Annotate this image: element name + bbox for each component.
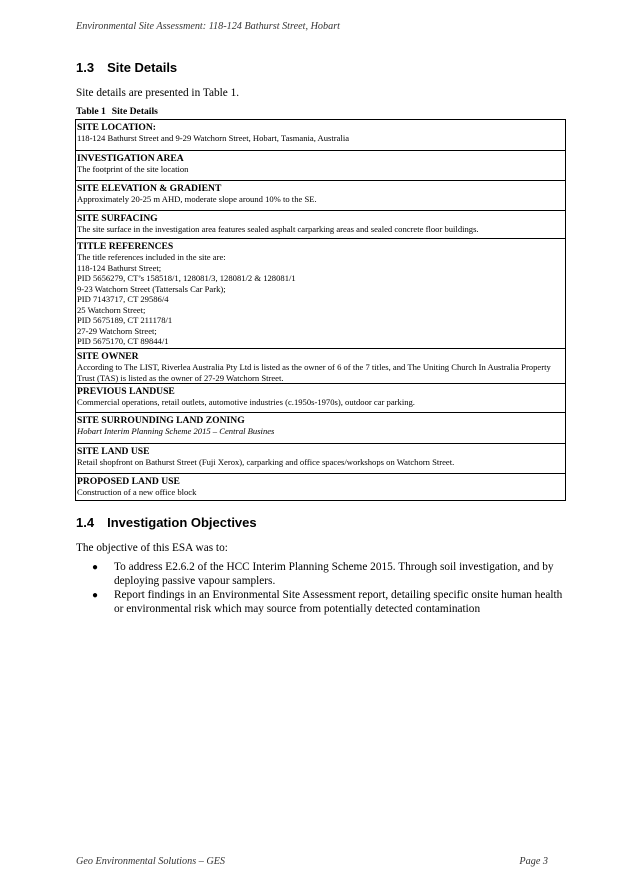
section-heading-site-details [76,60,177,75]
row-value: Retail shopfront on Bathurst Street (Fuji Xerox), carparking and office spaces/workshops on Watchorn Street. [77,457,455,467]
row-value: The footprint of the site location [77,164,189,174]
row-value: The title references included in the site are: 118-124 Bathurst Street; PID 5656279, CT’s 158518/1, 128081/3, 128081/2 & 128081/1 9-23 Watchorn Street (Tattersals Car Park); PID 7143717, CT 29586/4 25 Watchorn Street; PID 5675189, CT 211178/1 27-29 Watchorn Street; PID 5675170, CT 89844/1 [77,252,296,346]
section-number: 1.3 [76,60,95,75]
table-row-proposed-land-use [76,473,565,500]
list-item-text: Report findings in an Environmental Site Assessment report, detailing specific onsite human health or environmental risk which may source from potentially detected contamination [114,589,563,615]
table-caption-number: Table 1 [76,106,106,117]
table-row-site-surfacing [76,210,565,238]
table-caption-title: Site Details [111,106,158,117]
row-value: According to The LIST, Riverlea Australia Pty Ltd is listed as the owner of 6 of the 7 titles, and The Uniting Church In Australia Property Trust (TAS) is listed as the owner of 27-29 Watchorn Street. [77,362,551,383]
list-item-text: To address E2.6.2 of the HCC Interim Planning Scheme 2015. Through soil investigation, and by deploying passive vapour samplers. [114,561,554,587]
section-heading-investigation-objectives [76,515,257,530]
row-value: Commercial operations, retail outlets, automotive industries (c.1950s-1970s), outdoor car parking. [77,397,415,407]
row-label: SITE SURFACING [77,213,158,224]
row-value: 118-124 Bathurst Street and 9-29 Watchorn Street, Hobart, Tasmania, Australia [77,133,350,143]
row-label: TITLE REFERENCES [77,241,174,252]
table-row-previous-landuse [76,383,565,412]
site-details-table [75,119,566,501]
page-footer [76,856,548,867]
table-row-site-land-use [76,443,565,473]
table-row-investigation-area [76,150,565,180]
section-title: Site Details [107,60,178,75]
table-row-site-owner [76,348,565,383]
table-caption [76,106,158,117]
list-item [92,561,572,588]
row-label: SITE LOCATION: [77,122,156,133]
row-value: Approximately 20-25 m AHD, moderate slope around 10% to the SE. [77,194,317,204]
site-details-intro: Site details are presented in Table 1. [76,87,240,99]
row-label: SITE ELEVATION & GRADIENT [77,183,222,194]
row-label: PREVIOUS LANDUSE [77,386,175,397]
objectives-intro: The objective of this ESA was to: [76,542,228,554]
row-value: Construction of a new office block [77,487,197,497]
row-label: SITE SURROUNDING LAND ZONING [77,415,245,426]
table-row-title-references [76,238,565,348]
bullet-icon: ● [92,562,99,573]
table-row-site-location [76,120,565,150]
bullet-icon: ● [92,590,99,601]
row-label: INVESTIGATION AREA [77,153,184,164]
section-number: 1.4 [76,515,95,530]
row-label: PROPOSED LAND USE [77,476,180,487]
row-label: SITE OWNER [77,351,139,362]
section-title: Investigation Objectives [107,515,257,530]
page-header: Environmental Site Assessment: 118-124 Bathurst Street, Hobart [76,21,340,32]
row-label: SITE LAND USE [77,446,150,457]
list-item [92,589,572,616]
table-row-land-zoning [76,412,565,443]
row-value: The site surface in the investigation area features sealed asphalt carparking areas and sealed concrete floor buildings. [77,224,479,234]
table-row-site-elevation [76,180,565,210]
page-number: Page 3 [519,856,548,867]
objectives-list [92,561,572,617]
row-value: Hobart Interim Planning Scheme 2015 – Central Busines [77,426,275,436]
footer-company: Geo Environmental Solutions – GES [76,856,226,867]
